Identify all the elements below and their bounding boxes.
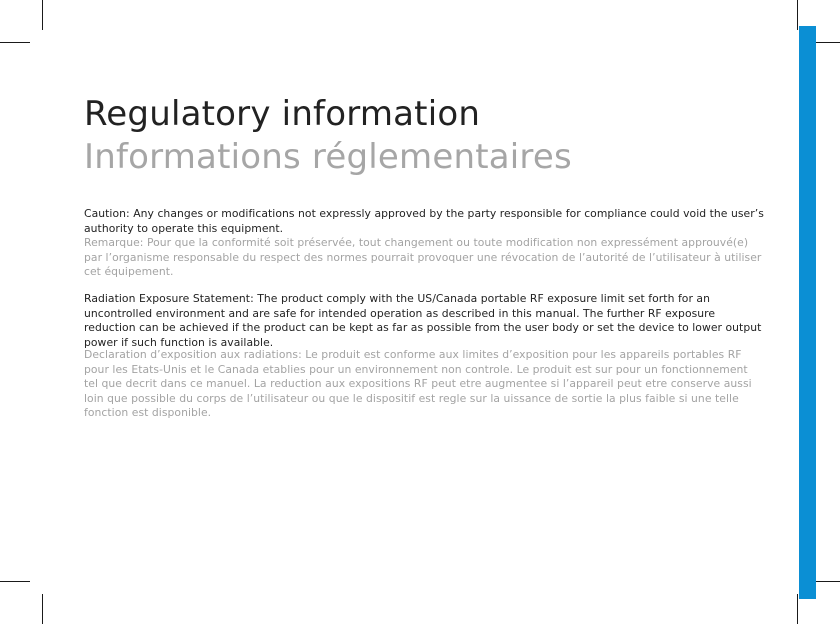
page-title: Regulatory information bbox=[84, 94, 481, 134]
crop-mark-top-left-horizontal bbox=[0, 42, 30, 43]
caution-paragraph-english: Caution: Any changes or modifications not expressly approved by the party responsible for compliance could void the user’s authority to operate this equipment. bbox=[84, 207, 764, 235]
crop-mark-bottom-left-horizontal bbox=[0, 581, 30, 582]
crop-mark-top-right-vertical bbox=[797, 0, 798, 30]
page-subtitle: Informations réglementaires bbox=[84, 137, 572, 177]
radiation-paragraph-english: Radiation Exposure Statement: The product comply with the US/Canada portable RF exposure limit set forth for an uncontrolled environment and are safe for intended operation as described in this manual. The further RF exposure reduction can be achieved if the product can be kept as far as possible from the user body or set the device to lower output power if such function is available. bbox=[84, 292, 762, 349]
side-accent-bar bbox=[799, 26, 816, 599]
crop-mark-bottom-right-vertical bbox=[797, 594, 798, 624]
crop-mark-bottom-left-vertical bbox=[42, 594, 43, 624]
crop-mark-top-left-vertical bbox=[42, 0, 43, 30]
caution-paragraph-french: Remarque: Pour que la conformité soit préservée, tout changement ou toute modification non expressément approuvé(e) par l’organisme responsable du respect des normes pourrait provoquer une révocation de l’autorité de l’utilisateur à utiliser cet équipement. bbox=[84, 236, 762, 279]
radiation-paragraph-french: Declaration d’exposition aux radiations: Le produit est conforme aux limites d’exposition pour les appareils portables RF pour les Etats-Unis et le Canada etablies pour un environnement non controle. Le produit est sur pour un fonctionnement tel que decrit dans ce manuel. La reduction aux expositions RF peut etre augmentee si l’appareil peut etre conserve aussi loin que possible du corps de l’utilisateur ou que le dispositif est regle sur la uissance de sortie la plus faible si une telle fonction est disponible. bbox=[84, 348, 752, 420]
